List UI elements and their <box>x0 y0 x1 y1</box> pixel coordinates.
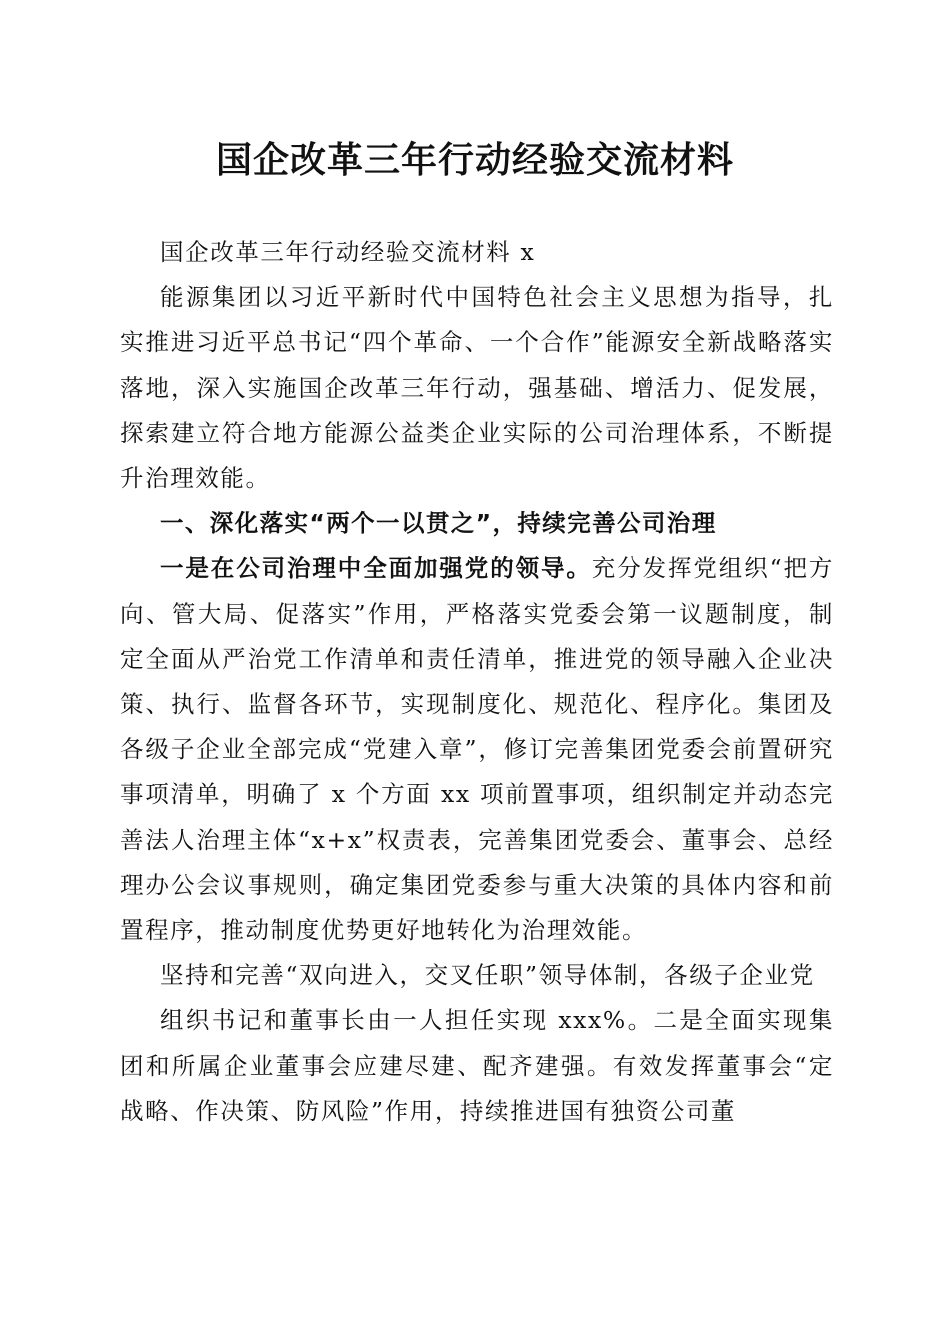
paragraph-1-body: 充分发挥党组织“把方向、管大局、促落实”作用，严格落实党委会第一议题制度，制定全面从严治党工作清单和责任清单，推进党的领导融入企业决策、执行、监督各环节，实现制度化、规范化、程序化。集团及各级子企业全部完成“党建入章”，修订完善集团党委会前置研究事项清单，明确了 x 个方面 xx 项前置事项，组织制定并动态完善法人治理主体“x+x”权责表，完善集团党委会、董事会、总经理办公会议事规则，确定集团党委参与重大决策的具体内容和前置程序，推动制度优势更好地转化为治理效能。 <box>120 554 835 945</box>
subtitle-line: 国企改革三年行动经验交流材料 x <box>160 238 536 266</box>
paragraph-1-lead: 一是在公司治理中全面加强党的领导。 <box>160 554 592 583</box>
document-title: 国企改革三年行动经验交流材料 <box>215 139 734 181</box>
paragraph-3: 组织书记和董事长由一人担任实现 xxx%。二是全面实现集团和所属企业董事会应建尽建、配齐建强。有效发挥董事会“定战略、作决策、防风险”作用，持续推进国有独资公司董 <box>120 1006 834 1125</box>
paragraph-1 <box>120 546 834 953</box>
paragraph-2: 坚持和完善“双向进入，交叉任职”领导体制，各级子企业党 <box>160 961 815 990</box>
document-body <box>120 230 834 1134</box>
section-1-heading: 一、深化落实“两个一以贯之”，持续完善公司治理 <box>160 509 717 538</box>
intro-paragraph: 能源集团以习近平新时代中国特色社会主义思想为指导，扎实推进习近平总书记“四个革命、一个合作”能源安全新战略落实落地，深入实施国企改革三年行动，强基础、增活力、促发展，探索建立符合地方能源公益类企业实际的公司治理体系，不断提升治理效能。 <box>120 283 834 493</box>
